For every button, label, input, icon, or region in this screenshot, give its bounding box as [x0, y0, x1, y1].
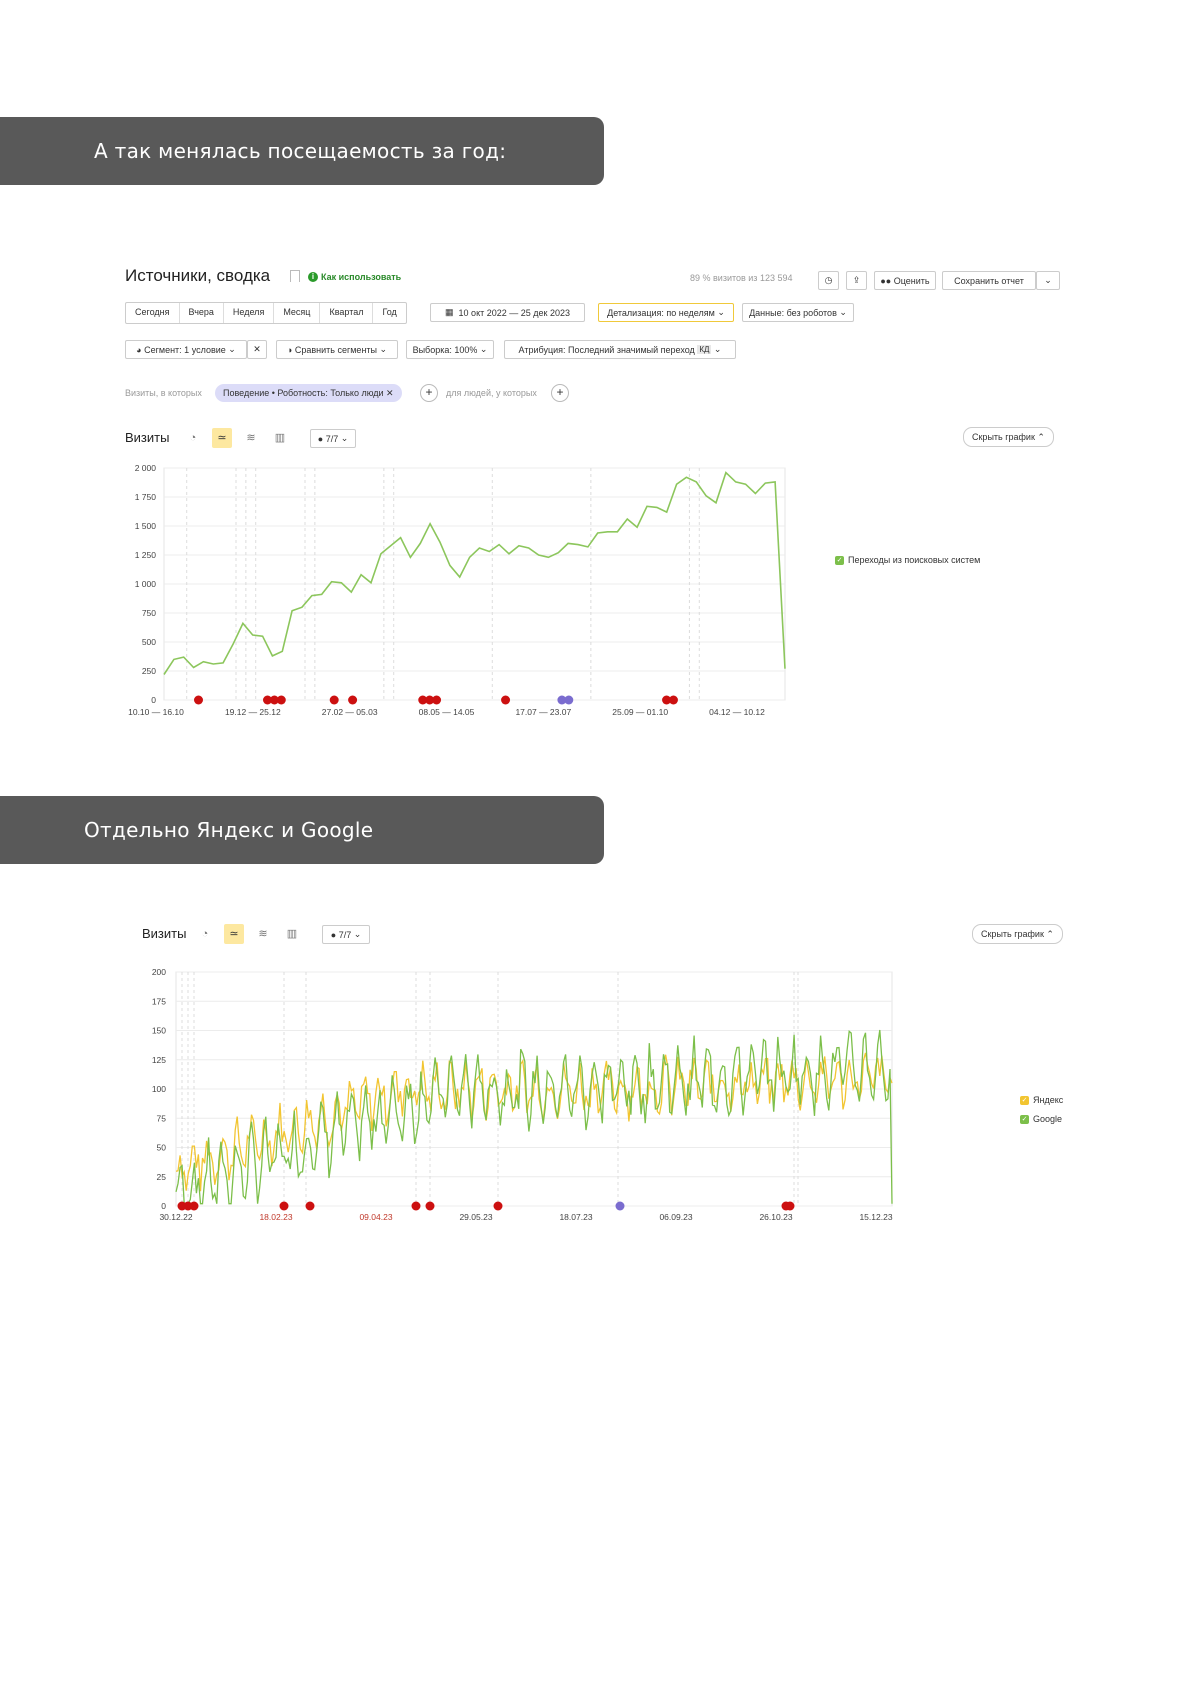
- bar-chart-icon[interactable]: ▥: [286, 928, 298, 940]
- x-tick-label: 19.12 — 25.12: [224, 707, 281, 717]
- pie-icon: ◕: [136, 344, 142, 355]
- info-icon: i: [308, 272, 318, 282]
- chevron-down-icon: ⌄: [713, 344, 722, 354]
- line-chart-icon[interactable]: ≃: [212, 428, 232, 448]
- series-line-google: [176, 1030, 892, 1204]
- calendar-icon: ▦: [445, 307, 454, 317]
- event-marker: [348, 696, 357, 705]
- period-selector: [125, 302, 407, 324]
- event-marker: [564, 696, 573, 705]
- series-count-dropdown[interactable]: ● 7/7 ⌄: [310, 429, 356, 448]
- x-tick-label: 29.05.23: [459, 1212, 493, 1222]
- period-quarter[interactable]: Квартал: [320, 303, 373, 323]
- visits-line-chart: [120, 462, 820, 732]
- period-week[interactable]: Неделя: [224, 303, 274, 323]
- comment-icon: ●: [317, 433, 324, 444]
- hide-chart-button[interactable]: Скрыть график ⌃: [963, 427, 1054, 447]
- x-tick-label: 10.10 — 16.10: [128, 707, 184, 717]
- chevron-down-icon: ⌄: [379, 344, 388, 354]
- visits-label: Визиты: [142, 926, 187, 941]
- event-marker: [306, 1202, 315, 1211]
- close-icon[interactable]: ✕: [386, 388, 394, 398]
- save-dropdown-button[interactable]: [1036, 271, 1060, 290]
- filter-suffix: для людей, у которых: [446, 388, 537, 398]
- event-marker: [280, 1202, 289, 1211]
- comment-icon: ●: [330, 929, 337, 940]
- event-marker: [786, 1202, 795, 1211]
- checkbox-icon: ✓: [836, 556, 843, 564]
- segment-clear-button[interactable]: [247, 340, 267, 359]
- y-tick-label: 250: [141, 666, 156, 676]
- area-chart-icon[interactable]: ≋: [258, 928, 268, 940]
- compare-icon: ◑: [286, 344, 293, 355]
- sample-dropdown[interactable]: Выборка: 100% ⌄: [406, 340, 494, 359]
- clock-icon: ◷: [824, 275, 833, 285]
- x-tick-label: 18.07.23: [559, 1212, 593, 1222]
- y-tick-label: 100: [151, 1084, 166, 1094]
- event-marker: [669, 696, 678, 705]
- banner-text: Отдельно Яндекс и Google: [84, 818, 374, 842]
- x-tick-label: 04.12 — 10.12: [709, 707, 765, 717]
- legend-item-search[interactable]: ✓ Переходы из поисковых систем: [836, 555, 981, 565]
- y-tick-label: 150: [151, 1025, 166, 1036]
- segment-dropdown[interactable]: ◕ Сегмент: 1 условие ⌄: [125, 340, 247, 359]
- chevron-down-icon: ⌄: [1044, 275, 1052, 285]
- chevron-up-icon: ⌃: [1046, 929, 1054, 939]
- line-chart-icon[interactable]: ≃: [224, 924, 244, 944]
- y-tick-label: 1 000: [134, 579, 156, 589]
- x-tick-label: 27.02 — 05.03: [321, 707, 378, 717]
- bookmark-icon[interactable]: [290, 270, 300, 282]
- period-month[interactable]: Месяц: [274, 303, 320, 323]
- x-tick-label: 15.12.23: [859, 1212, 893, 1222]
- event-marker: [412, 1202, 421, 1211]
- x-tick-label: 25.09 — 01.10: [612, 707, 669, 717]
- bar-chart-icon[interactable]: ▥: [274, 432, 286, 444]
- rate-icon: ●●: [880, 275, 892, 286]
- event-marker: [330, 696, 339, 705]
- section-banner-traffic: [0, 117, 604, 185]
- y-tick-label: 500: [141, 637, 156, 647]
- filter-prefix: Визиты, в которых: [125, 388, 202, 398]
- page-title: Источники, сводка: [125, 266, 271, 285]
- x-tick-label: 06.09.23: [659, 1212, 693, 1222]
- x-tick-label: 18.02.23: [259, 1212, 293, 1222]
- upload-icon: ⇪: [852, 275, 861, 285]
- engines-line-chart: [130, 956, 960, 1246]
- detail-dropdown[interactable]: Детализация: по неделям ⌄: [598, 303, 734, 322]
- y-tick-label: 50: [156, 1142, 166, 1153]
- y-tick-label: 175: [151, 996, 166, 1007]
- attribution-dropdown[interactable]: Атрибуция: Последний значимый переход КД ⌄: [504, 340, 736, 359]
- event-marker: [494, 1202, 503, 1211]
- event-marker: [432, 696, 441, 705]
- checkbox-icon: ✓: [1021, 1115, 1028, 1123]
- y-tick-label: 1 250: [134, 550, 156, 560]
- export-button[interactable]: [846, 271, 867, 290]
- add-filter-button[interactable]: +: [420, 384, 438, 402]
- x-tick-label: 09.04.23: [359, 1212, 393, 1222]
- x-tick-label: 26.10.23: [759, 1212, 793, 1222]
- y-tick-label: 125: [151, 1054, 166, 1065]
- engines-report-panel: [130, 916, 1090, 1256]
- pie-chart-icon[interactable]: ◔: [189, 432, 197, 444]
- x-tick-label: 30.12.22: [159, 1212, 193, 1222]
- date-range-picker[interactable]: ▦ 10 окт 2022 — 25 дек 2023: [430, 303, 585, 322]
- y-tick-label: 750: [141, 608, 156, 618]
- chevron-up-icon: ⌃: [1037, 432, 1045, 442]
- compare-segments-dropdown[interactable]: ◑ Сравнить сегменты ⌄: [276, 340, 398, 359]
- event-marker: [190, 1202, 199, 1211]
- data-filter-dropdown[interactable]: Данные: без роботов ⌄: [742, 303, 854, 322]
- y-tick-label: 75: [156, 1113, 166, 1124]
- event-marker: [194, 696, 203, 705]
- visits-sample-info: 89 % визитов из 123 594: [690, 273, 793, 283]
- y-tick-label: 2 000: [134, 463, 156, 473]
- how-to-use-link[interactable]: i Как использовать: [308, 272, 401, 282]
- chevron-down-icon: ⌄: [340, 433, 349, 443]
- save-report-button[interactable]: Сохранить отчет: [942, 271, 1036, 290]
- filter-chip[interactable]: Поведение • Роботность: Только люди ✕: [215, 384, 402, 402]
- event-marker: [277, 696, 286, 705]
- x-tick-label: 08.05 — 14.05: [418, 707, 475, 717]
- add-people-filter-button[interactable]: +: [551, 384, 569, 402]
- banner-text: А так менялась посещаемость за год:: [94, 139, 507, 163]
- checkbox-icon: ✓: [1021, 1096, 1028, 1104]
- attribution-badge: КД: [699, 345, 710, 354]
- chevron-down-icon: ⌄: [228, 344, 236, 354]
- series-line-search: [164, 473, 785, 675]
- event-marker: [616, 1202, 625, 1211]
- section-banner-engines: [0, 796, 604, 864]
- y-tick-label: 25: [156, 1171, 166, 1182]
- legend-item-yandex[interactable]: ✓ Яндекс: [1021, 1095, 1064, 1105]
- close-icon: ✕: [253, 344, 261, 354]
- event-marker: [426, 1202, 435, 1211]
- y-tick-label: 1 750: [134, 492, 156, 502]
- series-count-dropdown[interactable]: ● 7/7 ⌄: [322, 925, 370, 944]
- legend-item-google[interactable]: ✓ Google: [1021, 1114, 1063, 1124]
- visits-label: Визиты: [125, 430, 170, 445]
- y-tick-label: 0: [161, 1201, 166, 1211]
- chevron-down-icon: ⌄: [839, 307, 847, 317]
- rate-button[interactable]: ●● Оценить: [874, 271, 936, 290]
- chevron-down-icon: ⌄: [717, 307, 725, 317]
- period-year[interactable]: Год: [382, 307, 397, 317]
- pie-chart-icon[interactable]: ◔: [201, 928, 209, 940]
- x-tick-label: 17.07 — 23.07: [515, 707, 572, 717]
- area-chart-icon[interactable]: ≋: [246, 432, 256, 444]
- y-tick-label: 0: [151, 695, 156, 705]
- period-today[interactable]: Сегодня: [126, 303, 180, 323]
- y-tick-label: 200: [151, 967, 166, 977]
- chevron-down-icon: ⌄: [479, 344, 488, 354]
- chevron-down-icon: ⌄: [353, 929, 362, 939]
- period-yesterday[interactable]: Вчера: [180, 303, 224, 323]
- event-marker: [501, 696, 510, 705]
- hide-chart-button[interactable]: Скрыть график ⌃: [972, 924, 1063, 944]
- history-button[interactable]: [818, 271, 839, 290]
- y-tick-label: 1 500: [134, 521, 156, 531]
- metrica-report-panel: [120, 262, 1060, 752]
